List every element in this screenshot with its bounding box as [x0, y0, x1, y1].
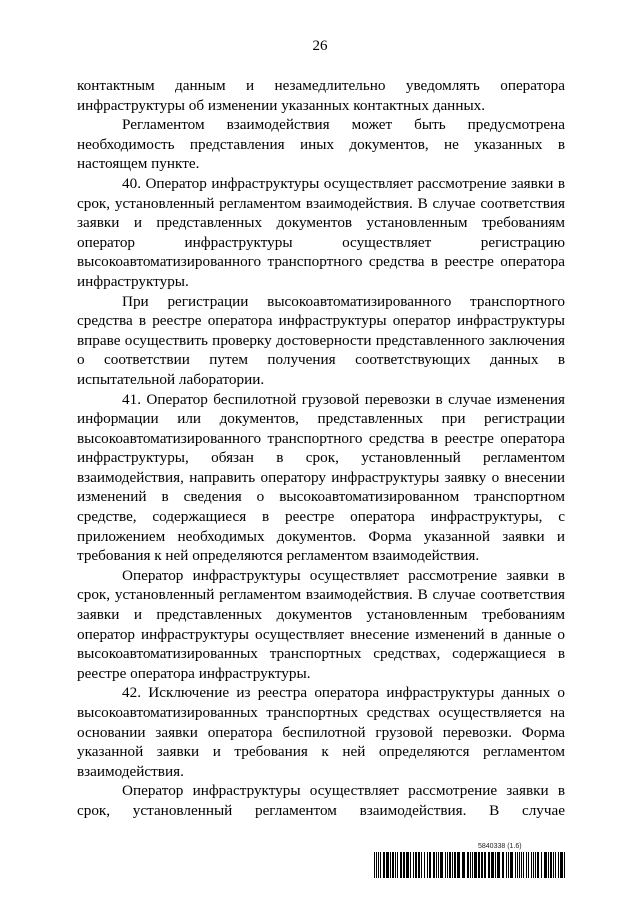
page-number: 26 — [312, 38, 328, 54]
barcode-icon — [374, 852, 568, 878]
paragraph: Регламентом взаимодействия может быть предусмотрена необходимость представления иных документов, не указанных в настоящем пункте. — [77, 116, 565, 173]
paragraph-item-41: 41. Оператор беспилотной грузовой перевозки в случае изменения информации или документов, представленных при регистрации высокоавтоматизированного транспортного средства в реестре оператора инфраструктуры, обязан в срок, установленный регламентом взаимодействия, направить оператору инфраструктуры заявку о внесении изменений в сведения о высокоавтоматизированном транспортном средстве, содержащиеся в реестре оператора инфраструктуры, с приложением необходимых документов. Форма указанной заявки и требования к ней определяются регламентом взаимодействия. — [77, 390, 565, 565]
paragraph: Оператор инфраструктуры осуществляет рассмотрение заявки в срок, установленный регламентом взаимодействия. В случае соответствия заявки и представленных документов установленным требованиям оператор инфраструктуры осуществляет внесение изменений в данные о высокоавтоматизированных транспортных средствах, содержащиеся в реестре оператора инфраструктуры. — [77, 566, 565, 682]
paragraph-last: Оператор инфраструктуры осуществляет рассмотрение заявки в срок, установленный регламентом взаимодействия. В случае — [77, 782, 565, 819]
document-code: 5840338 (1.6) — [478, 843, 522, 850]
document-body — [77, 76, 565, 821]
paragraph-item-42: 42. Исключение из реестра оператора инфраструктуры данных о высокоавтоматизированных транспортных средствах осуществляется на основании заявки оператора беспилотной грузовой перевозки. Форма указанной заявки и требования к ней определяются регламентом взаимодействия. — [77, 684, 565, 780]
paragraph: При регистрации высокоавтоматизированного транспортного средства в реестре оператора инфраструктуры оператор инфраструктуры вправе осуществить проверку достоверности представленного заключения о соответствии путем получения соответствующих данных в испытательной лаборатории. — [77, 292, 565, 388]
paragraph-item-40: 40. Оператор инфраструктуры осуществляет рассмотрение заявки в срок, установленный регламентом взаимодействия. В случае соответствия заявки и представленных документов установленным требованиям оператор инфраструктуры осуществляет регистрацию высокоавтоматизированного транспортного средства в реестре оператора инфраструктуры. — [77, 174, 565, 290]
paragraph-continuation: контактным данным и незамедлительно уведомлять оператора инфраструктуры об изменении указанных контактных данных. — [77, 77, 565, 114]
